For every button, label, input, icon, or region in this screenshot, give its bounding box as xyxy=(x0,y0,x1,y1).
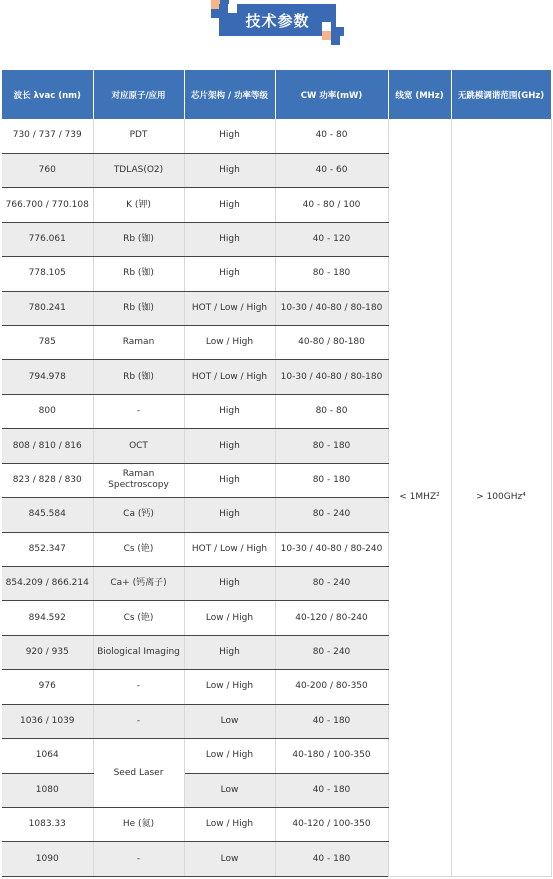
header-tuning-range: 无跳模调谐范围(GHz) xyxy=(451,70,551,119)
header-chip-power-level: 芯片架构 / 功率等级 xyxy=(184,70,275,119)
table-header-row xyxy=(2,70,551,119)
header-application: 对应原子/应用 xyxy=(93,70,184,119)
cell-wavelength: 778.105 xyxy=(2,257,93,291)
cell-cw-power: 40 - 180 xyxy=(275,842,388,877)
cell-wavelength: 760 xyxy=(2,153,93,187)
cell-cw-power: 10-30 / 40-80 / 80-180 xyxy=(275,360,388,394)
cell-cw-power: 40-180 / 100-350 xyxy=(275,739,388,773)
cell-chip-power-level: High xyxy=(184,498,275,532)
cell-application: Raman Spectroscopy xyxy=(93,463,184,497)
cell-linewidth: < 1MHZ² xyxy=(388,119,451,877)
cell-cw-power: 80 - 180 xyxy=(275,429,388,463)
cell-cw-power: 10-30 / 40-80 / 80-180 xyxy=(275,291,388,325)
cell-wavelength: 1036 / 1039 xyxy=(2,704,93,738)
cell-chip-power-level: High xyxy=(184,257,275,291)
cell-wavelength: 1090 xyxy=(2,842,93,877)
cell-application: Cs (铯) xyxy=(93,532,184,566)
cell-chip-power-level: High xyxy=(184,222,275,256)
cell-wavelength: 976 xyxy=(2,670,93,704)
cell-chip-power-level: High xyxy=(184,463,275,497)
cell-cw-power: 80 - 240 xyxy=(275,566,388,600)
cell-chip-power-level: Low / High xyxy=(184,326,275,360)
cell-wavelength: 800 xyxy=(2,394,93,428)
cell-chip-power-level: Low xyxy=(184,773,275,807)
cell-application: K (钾) xyxy=(93,188,184,222)
cell-application: He (氦) xyxy=(93,807,184,841)
cell-wavelength: 780.241 xyxy=(2,291,93,325)
cell-chip-power-level: Low / High xyxy=(184,807,275,841)
cell-application: - xyxy=(93,842,184,877)
cell-wavelength: 854.209 / 866.214 xyxy=(2,566,93,600)
cell-chip-power-level: High xyxy=(184,188,275,222)
cell-chip-power-level: Low / High xyxy=(184,670,275,704)
cell-application: Raman xyxy=(93,326,184,360)
cell-cw-power: 80 - 240 xyxy=(275,498,388,532)
cell-chip-power-level: High xyxy=(184,153,275,187)
cell-wavelength: 845.584 xyxy=(2,498,93,532)
cell-wavelength: 1080 xyxy=(2,773,93,807)
cell-chip-power-level: Low xyxy=(184,704,275,738)
table-row xyxy=(2,119,551,153)
cell-cw-power: 40 - 120 xyxy=(275,222,388,256)
cell-application: OCT xyxy=(93,429,184,463)
cell-cw-power: 80 - 180 xyxy=(275,463,388,497)
cell-cw-power: 40-120 / 80-240 xyxy=(275,601,388,635)
cell-wavelength: 794.978 xyxy=(2,360,93,394)
cell-wavelength: 730 / 737 / 739 xyxy=(2,119,93,153)
decor-square xyxy=(228,4,237,13)
cell-application: Rb (铷) xyxy=(93,257,184,291)
cell-application: Rb (铷) xyxy=(93,222,184,256)
cell-application: Rb (铷) xyxy=(93,291,184,325)
cell-cw-power: 80 - 80 xyxy=(275,394,388,428)
cell-wavelength: 1064 xyxy=(2,739,93,773)
cell-cw-power: 10-30 / 40-80 / 80-240 xyxy=(275,532,388,566)
cell-wavelength: 852.347 xyxy=(2,532,93,566)
cell-application: Ca (钙) xyxy=(93,498,184,532)
section-title: 技术参数 xyxy=(219,4,336,36)
cell-wavelength: 823 / 828 / 830 xyxy=(2,463,93,497)
cell-wavelength: 766.700 / 770.108 xyxy=(2,188,93,222)
cell-chip-power-level: High xyxy=(184,566,275,600)
decor-square xyxy=(322,31,331,40)
header-cw-power: CW 功率(mW) xyxy=(275,70,388,119)
cell-wavelength: 1083.33 xyxy=(2,807,93,841)
cell-cw-power: 40 - 60 xyxy=(275,153,388,187)
cell-wavelength: 920 / 935 xyxy=(2,635,93,669)
cell-cw-power: 40 - 180 xyxy=(275,773,388,807)
decor-square xyxy=(335,27,344,36)
header-linewidth: 线宽 (MHz) xyxy=(388,70,451,119)
cell-chip-power-level: High xyxy=(184,394,275,428)
cell-wavelength: 894.592 xyxy=(2,601,93,635)
cell-chip-power-level: HOT / Low / High xyxy=(184,291,275,325)
cell-chip-power-level: Low / High xyxy=(184,739,275,773)
cell-tuning-range: > 100GHz⁴ xyxy=(451,119,551,877)
cell-application: TDLAS(O2) xyxy=(93,153,184,187)
spec-table xyxy=(2,70,552,877)
cell-cw-power: 80 - 240 xyxy=(275,635,388,669)
cell-chip-power-level: High xyxy=(184,119,275,153)
cell-chip-power-level: HOT / Low / High xyxy=(184,532,275,566)
cell-cw-power: 80 - 180 xyxy=(275,257,388,291)
cell-wavelength: 785 xyxy=(2,326,93,360)
cell-application: - xyxy=(93,704,184,738)
decor-square xyxy=(322,22,331,31)
cell-chip-power-level: High xyxy=(184,429,275,463)
cell-application: Cs (铯) xyxy=(93,601,184,635)
cell-cw-power: 40-120 / 100-350 xyxy=(275,807,388,841)
cell-application: - xyxy=(93,394,184,428)
cell-application: - xyxy=(93,670,184,704)
cell-cw-power: 40 - 80 / 100 xyxy=(275,188,388,222)
cell-chip-power-level: HOT / Low / High xyxy=(184,360,275,394)
header-wavelength: 波长 λvac (nm) xyxy=(2,70,93,119)
cell-cw-power: 40-200 / 80-350 xyxy=(275,670,388,704)
section-banner xyxy=(0,0,553,50)
cell-chip-power-level: Low xyxy=(184,842,275,877)
cell-cw-power: 40-80 / 80-180 xyxy=(275,326,388,360)
cell-chip-power-level: Low / High xyxy=(184,601,275,635)
cell-cw-power: 40 - 80 xyxy=(275,119,388,153)
cell-wavelength: 776.061 xyxy=(2,222,93,256)
cell-application: Biological Imaging xyxy=(93,635,184,669)
cell-application: Rb (铷) xyxy=(93,360,184,394)
decor-square xyxy=(331,36,340,45)
cell-application: PDT xyxy=(93,119,184,153)
cell-application: Ca+ (钙离子) xyxy=(93,566,184,600)
cell-cw-power: 40 - 180 xyxy=(275,704,388,738)
cell-application: Seed Laser xyxy=(93,739,184,808)
cell-wavelength: 808 / 810 / 816 xyxy=(2,429,93,463)
cell-chip-power-level: High xyxy=(184,635,275,669)
